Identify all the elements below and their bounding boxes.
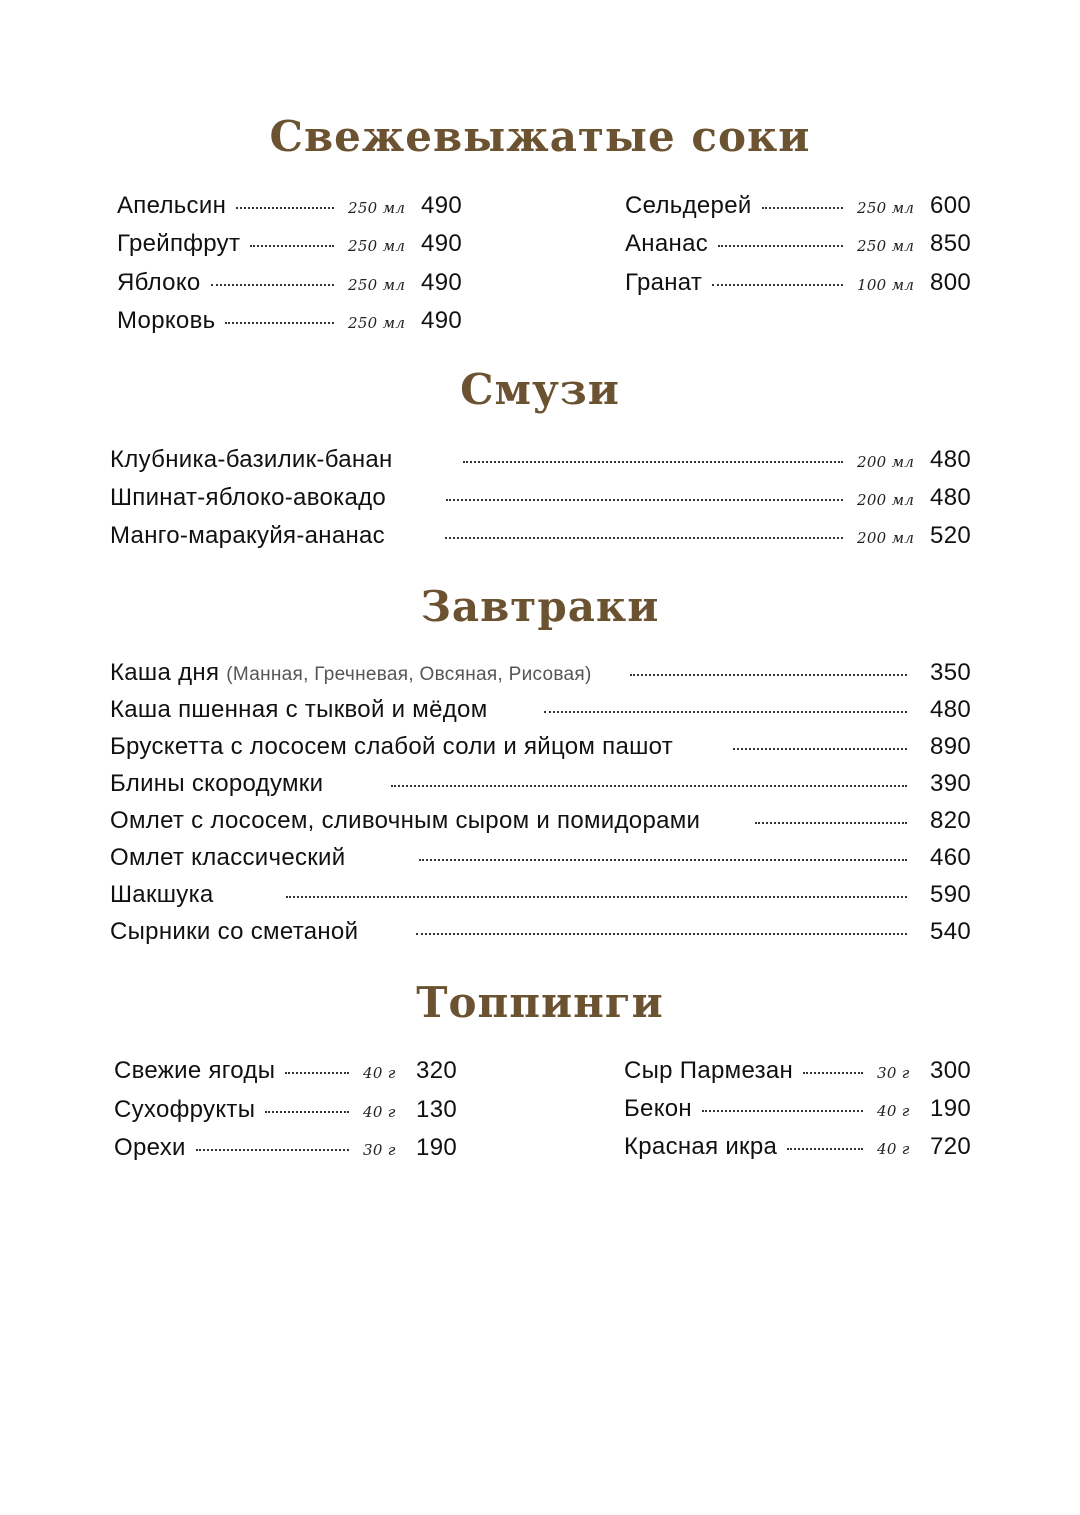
section-title-juices: Свежевыжатые соки <box>269 112 811 161</box>
item-volume: 200 мл <box>857 491 915 509</box>
menu-item <box>110 659 971 689</box>
menu-item <box>110 733 971 763</box>
item-price: 480 <box>930 446 971 473</box>
menu-item <box>110 696 971 726</box>
item-price: 720 <box>930 1133 971 1160</box>
item-volume: 250 мл <box>348 276 406 294</box>
menu-item <box>110 844 971 874</box>
item-volume: 250 мл <box>348 237 406 255</box>
item-price: 490 <box>421 192 462 219</box>
item-volume: 250 мл <box>857 237 915 255</box>
item-weight: 30 г <box>363 1141 396 1159</box>
item-name: Грейпфрут <box>117 230 241 257</box>
item-volume: 200 мл <box>857 529 915 547</box>
dot-leader <box>446 499 843 501</box>
dot-leader <box>419 859 907 861</box>
item-weight: 40 г <box>363 1064 396 1082</box>
menu-item <box>625 192 971 222</box>
item-price: 480 <box>930 696 971 723</box>
item-weight: 40 г <box>877 1140 910 1158</box>
section-title-smoothies: Смузи <box>460 365 620 414</box>
menu-item <box>117 230 462 260</box>
item-name: Ананас <box>625 230 709 257</box>
dot-leader <box>733 748 907 750</box>
dot-leader <box>718 245 843 247</box>
menu-item <box>110 918 971 948</box>
menu-item <box>114 1134 457 1164</box>
dot-leader <box>445 537 843 539</box>
dot-leader <box>416 933 907 935</box>
item-price: 540 <box>930 918 971 945</box>
item-name: Омлет с лососем, сливочным сыром и помидорами <box>110 807 701 834</box>
item-name: Каша пшенная с тыквой и мёдом <box>110 696 488 723</box>
menu-item <box>624 1095 971 1125</box>
item-weight: 40 г <box>363 1103 396 1121</box>
menu-item <box>110 770 971 800</box>
menu-item <box>110 446 971 476</box>
section-title-breakfasts: Завтраки <box>420 582 660 631</box>
item-volume: 250 мл <box>348 199 406 217</box>
item-name: Красная икра <box>624 1133 778 1160</box>
menu-item <box>110 522 971 552</box>
dot-leader <box>702 1110 863 1112</box>
dot-leader <box>211 284 334 286</box>
item-price: 130 <box>416 1096 457 1123</box>
item-price: 300 <box>930 1057 971 1084</box>
item-price: 820 <box>930 807 971 834</box>
item-name: Блины скородумки <box>110 770 324 797</box>
item-price: 850 <box>930 230 971 257</box>
dot-leader <box>712 284 843 286</box>
item-price: 460 <box>930 844 971 871</box>
item-name: Морковь <box>117 307 216 334</box>
item-name: Апельсин <box>117 192 227 219</box>
dot-leader <box>544 711 907 713</box>
dot-leader <box>196 1149 349 1151</box>
item-name: Брускетта с лососем слабой соли и яйцом пашот <box>110 733 674 760</box>
item-name: Манго-маракуйя-ананас <box>110 522 385 549</box>
dot-leader <box>803 1072 863 1074</box>
item-name: Орехи <box>114 1134 186 1161</box>
dot-leader <box>630 674 907 676</box>
menu-item <box>114 1096 457 1126</box>
item-price: 490 <box>421 269 462 296</box>
item-volume: 200 мл <box>857 453 915 471</box>
item-title: Каша дня <box>110 659 220 686</box>
item-weight: 30 г <box>877 1064 910 1082</box>
item-name: Яблоко <box>117 269 201 296</box>
menu-item <box>117 192 462 222</box>
menu-item <box>117 307 462 337</box>
item-price: 480 <box>930 484 971 511</box>
item-name: Сельдерей <box>625 192 752 219</box>
menu-item <box>117 269 462 299</box>
dot-leader <box>225 322 334 324</box>
menu-item <box>114 1057 457 1087</box>
dot-leader <box>286 896 907 898</box>
item-name: Свежие ягоды <box>114 1057 276 1084</box>
item-name: Сухофрукты <box>114 1096 256 1123</box>
item-price: 390 <box>930 770 971 797</box>
item-price: 490 <box>421 307 462 334</box>
dot-leader <box>755 822 907 824</box>
dot-leader <box>391 785 907 787</box>
dot-leader <box>236 207 334 209</box>
item-name: Клубника-базилик-банан <box>110 446 393 473</box>
item-note: (Манная, Гречневая, Овсяная, Рисовая) <box>226 664 592 685</box>
item-name: Шпинат-яблоко-авокадо <box>110 484 387 511</box>
menu-item <box>625 269 971 299</box>
item-name <box>110 659 592 687</box>
dot-leader <box>265 1111 349 1113</box>
item-name: Сырники со сметаной <box>110 918 359 945</box>
menu-item <box>625 230 971 260</box>
item-name: Гранат <box>625 269 703 296</box>
dot-leader <box>762 207 843 209</box>
item-price: 490 <box>421 230 462 257</box>
menu-item <box>624 1133 971 1163</box>
dot-leader <box>787 1148 863 1150</box>
item-volume: 100 мл <box>857 276 915 294</box>
item-price: 190 <box>416 1134 457 1161</box>
menu-item <box>110 484 971 514</box>
menu-item <box>110 807 971 837</box>
item-price: 600 <box>930 192 971 219</box>
menu-item <box>110 881 971 911</box>
menu-item <box>624 1057 971 1087</box>
item-price: 320 <box>416 1057 457 1084</box>
item-price: 590 <box>930 881 971 908</box>
item-volume: 250 мл <box>857 199 915 217</box>
item-name: Бекон <box>624 1095 692 1122</box>
section-title-toppings: Топпинги <box>416 978 664 1027</box>
item-price: 520 <box>930 522 971 549</box>
item-name: Шакшука <box>110 881 214 908</box>
item-volume: 250 мл <box>348 314 406 332</box>
item-price: 190 <box>930 1095 971 1122</box>
item-name: Омлет классический <box>110 844 346 871</box>
dot-leader <box>285 1072 349 1074</box>
item-price: 350 <box>930 659 971 686</box>
item-price: 890 <box>930 733 971 760</box>
dot-leader <box>250 245 334 247</box>
dot-leader <box>463 461 843 463</box>
item-name: Сыр Пармезан <box>624 1057 794 1084</box>
item-price: 800 <box>930 269 971 296</box>
item-weight: 40 г <box>877 1102 910 1120</box>
